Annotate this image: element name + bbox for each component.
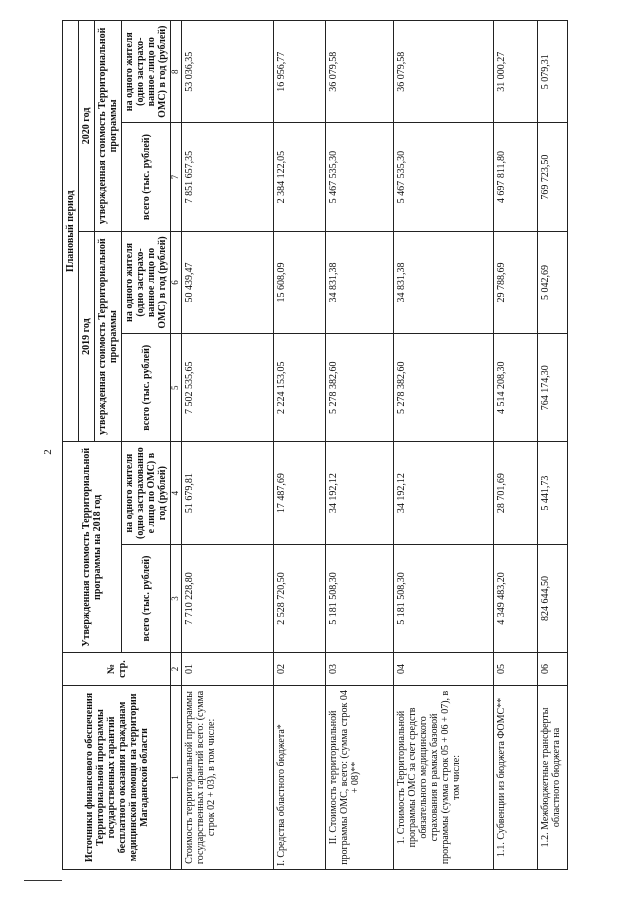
cell-total-2018: 5 181 508,30 [325,544,393,652]
cell-total-2020: 769 723,50 [537,123,567,231]
cell-per-capita-2018: 34 192,12 [325,442,393,544]
cell-per-capita-2019: 15 608,09 [273,231,325,333]
header-per-capita-2018: на одного жителя (одно застрахованно е лицо по ОМС) в год (рублей) [122,442,171,544]
row-name: 1. Стоимость Территориальной программы ОМС за счет средств обязательного медицинского страхования в рамках базовой программы (сумма строк 05 + 06 + 07), в том числе: [393,685,493,869]
row-number: 03 [325,653,393,686]
header-year-2020: 2020 год [79,21,95,232]
cell-per-capita-2020: 5 079,31 [537,21,567,123]
table-row [273,21,325,870]
header-approved-2020: утвержденная стоимость Территориальной программы [95,21,122,232]
cell-per-capita-2020: 53 036,35 [181,21,273,123]
cell-per-capita-2018: 5 441,73 [537,442,567,544]
cell-per-capita-2019: 5 042,69 [537,231,567,333]
column-index: 2 [171,653,182,686]
cell-per-capita-2019: 34 831,38 [393,231,493,333]
cell-total-2019: 4 514 208,30 [493,334,537,442]
cell-total-2018: 824 644,50 [537,544,567,652]
cell-per-capita-2019: 34 831,38 [325,231,393,333]
row-name: Стоимость территориальной программы государственных гарантий всего: (сумма строк 02 + 03), в том числе: [181,685,273,869]
cell-total-2018: 4 349 483,20 [493,544,537,652]
cell-total-2019: 764 174,30 [537,334,567,442]
table-row [493,21,537,870]
column-index: 1 [171,685,182,869]
header-total-2019: всего (тыс. рублей) [122,334,171,442]
cell-per-capita-2020: 36 079,58 [393,21,493,123]
row-name: 1.1. Субвенции из бюджета ФОМС** [493,685,537,869]
cell-total-2018: 7 710 228,80 [181,544,273,652]
column-index: 3 [171,544,182,652]
cell-per-capita-2018: 28 701,69 [493,442,537,544]
row-name: 1.2. Межбюджетные трансферты областного бюджета на [537,685,567,869]
header-total-2018: всего (тыс. рублей) [122,544,171,652]
header-planning-period: Плановый период [63,21,79,442]
cell-per-capita-2018: 17 487,69 [273,442,325,544]
header-per-capita-2020: на одного жителя (одно застрахо-ванное лицо по ОМС) в год (рублей) [122,21,171,123]
cell-per-capita-2019: 50 439,47 [181,231,273,333]
table-row [393,21,493,870]
column-index: 6 [171,231,182,333]
cell-total-2020: 5 467 535,30 [393,123,493,231]
cell-total-2019: 5 278 382,60 [325,334,393,442]
row-number: 04 [393,653,493,686]
cell-per-capita-2020: 16 956,77 [273,21,325,123]
cell-total-2018: 5 181 508,30 [393,544,493,652]
table-row [181,21,273,870]
table-row [325,21,393,870]
budget-table-rotated [62,20,612,870]
table-row [537,21,567,870]
row-name: I. Средства областного бюджета* [273,685,325,869]
column-index: 7 [171,123,182,231]
column-index: 4 [171,442,182,544]
row-number: 02 [273,653,325,686]
footnote-divider [24,880,62,881]
cell-per-capita-2019: 29 788,69 [493,231,537,333]
row-number: 05 [493,653,537,686]
header-approved-2019: утвержденная стоимость Территориальной программы [95,231,122,442]
budget-table [62,20,568,870]
cell-per-capita-2018: 34 192,12 [393,442,493,544]
cell-total-2019: 5 278 382,60 [393,334,493,442]
cell-total-2019: 2 224 153,05 [273,334,325,442]
column-index-row [171,21,182,870]
row-number: 06 [537,653,567,686]
cell-total-2020: 5 467 535,30 [325,123,393,231]
cell-total-2020: 4 697 811,80 [493,123,537,231]
cell-total-2019: 7 502 535,65 [181,334,273,442]
header-approved-2018: Утвержденная стоимость Территориальной программы на 2018 год [63,442,122,653]
cell-per-capita-2020: 36 079,58 [325,21,393,123]
cell-total-2018: 2 528 720,50 [273,544,325,652]
header-per-capita-2019: на одного жителя (одно застрахо-ванное лицо по ОМС) в год (рублей) [122,231,171,333]
cell-per-capita-2018: 51 679,81 [181,442,273,544]
cell-total-2020: 7 851 657,35 [181,123,273,231]
header-year-2019: 2019 год [79,231,95,442]
column-index: 8 [171,21,182,123]
cell-per-capita-2020: 31 000,27 [493,21,537,123]
cell-total-2020: 2 384 122,05 [273,123,325,231]
header-row-number: № стр. [63,653,171,686]
page-number: 2 [41,449,54,455]
row-number: 01 [181,653,273,686]
column-index: 5 [171,334,182,442]
header-total-2020: всего (тыс. рублей) [122,123,171,231]
row-name: II. Стоимость территориальной программы ОМС, всего: (сумма строк 04 + 08)** [325,685,393,869]
header-source: Источники финансового обеспечения Территориальной программы государственных гарантий бесплатного оказания гражданам медицинской помощи на территории Магаданской области [63,685,171,869]
